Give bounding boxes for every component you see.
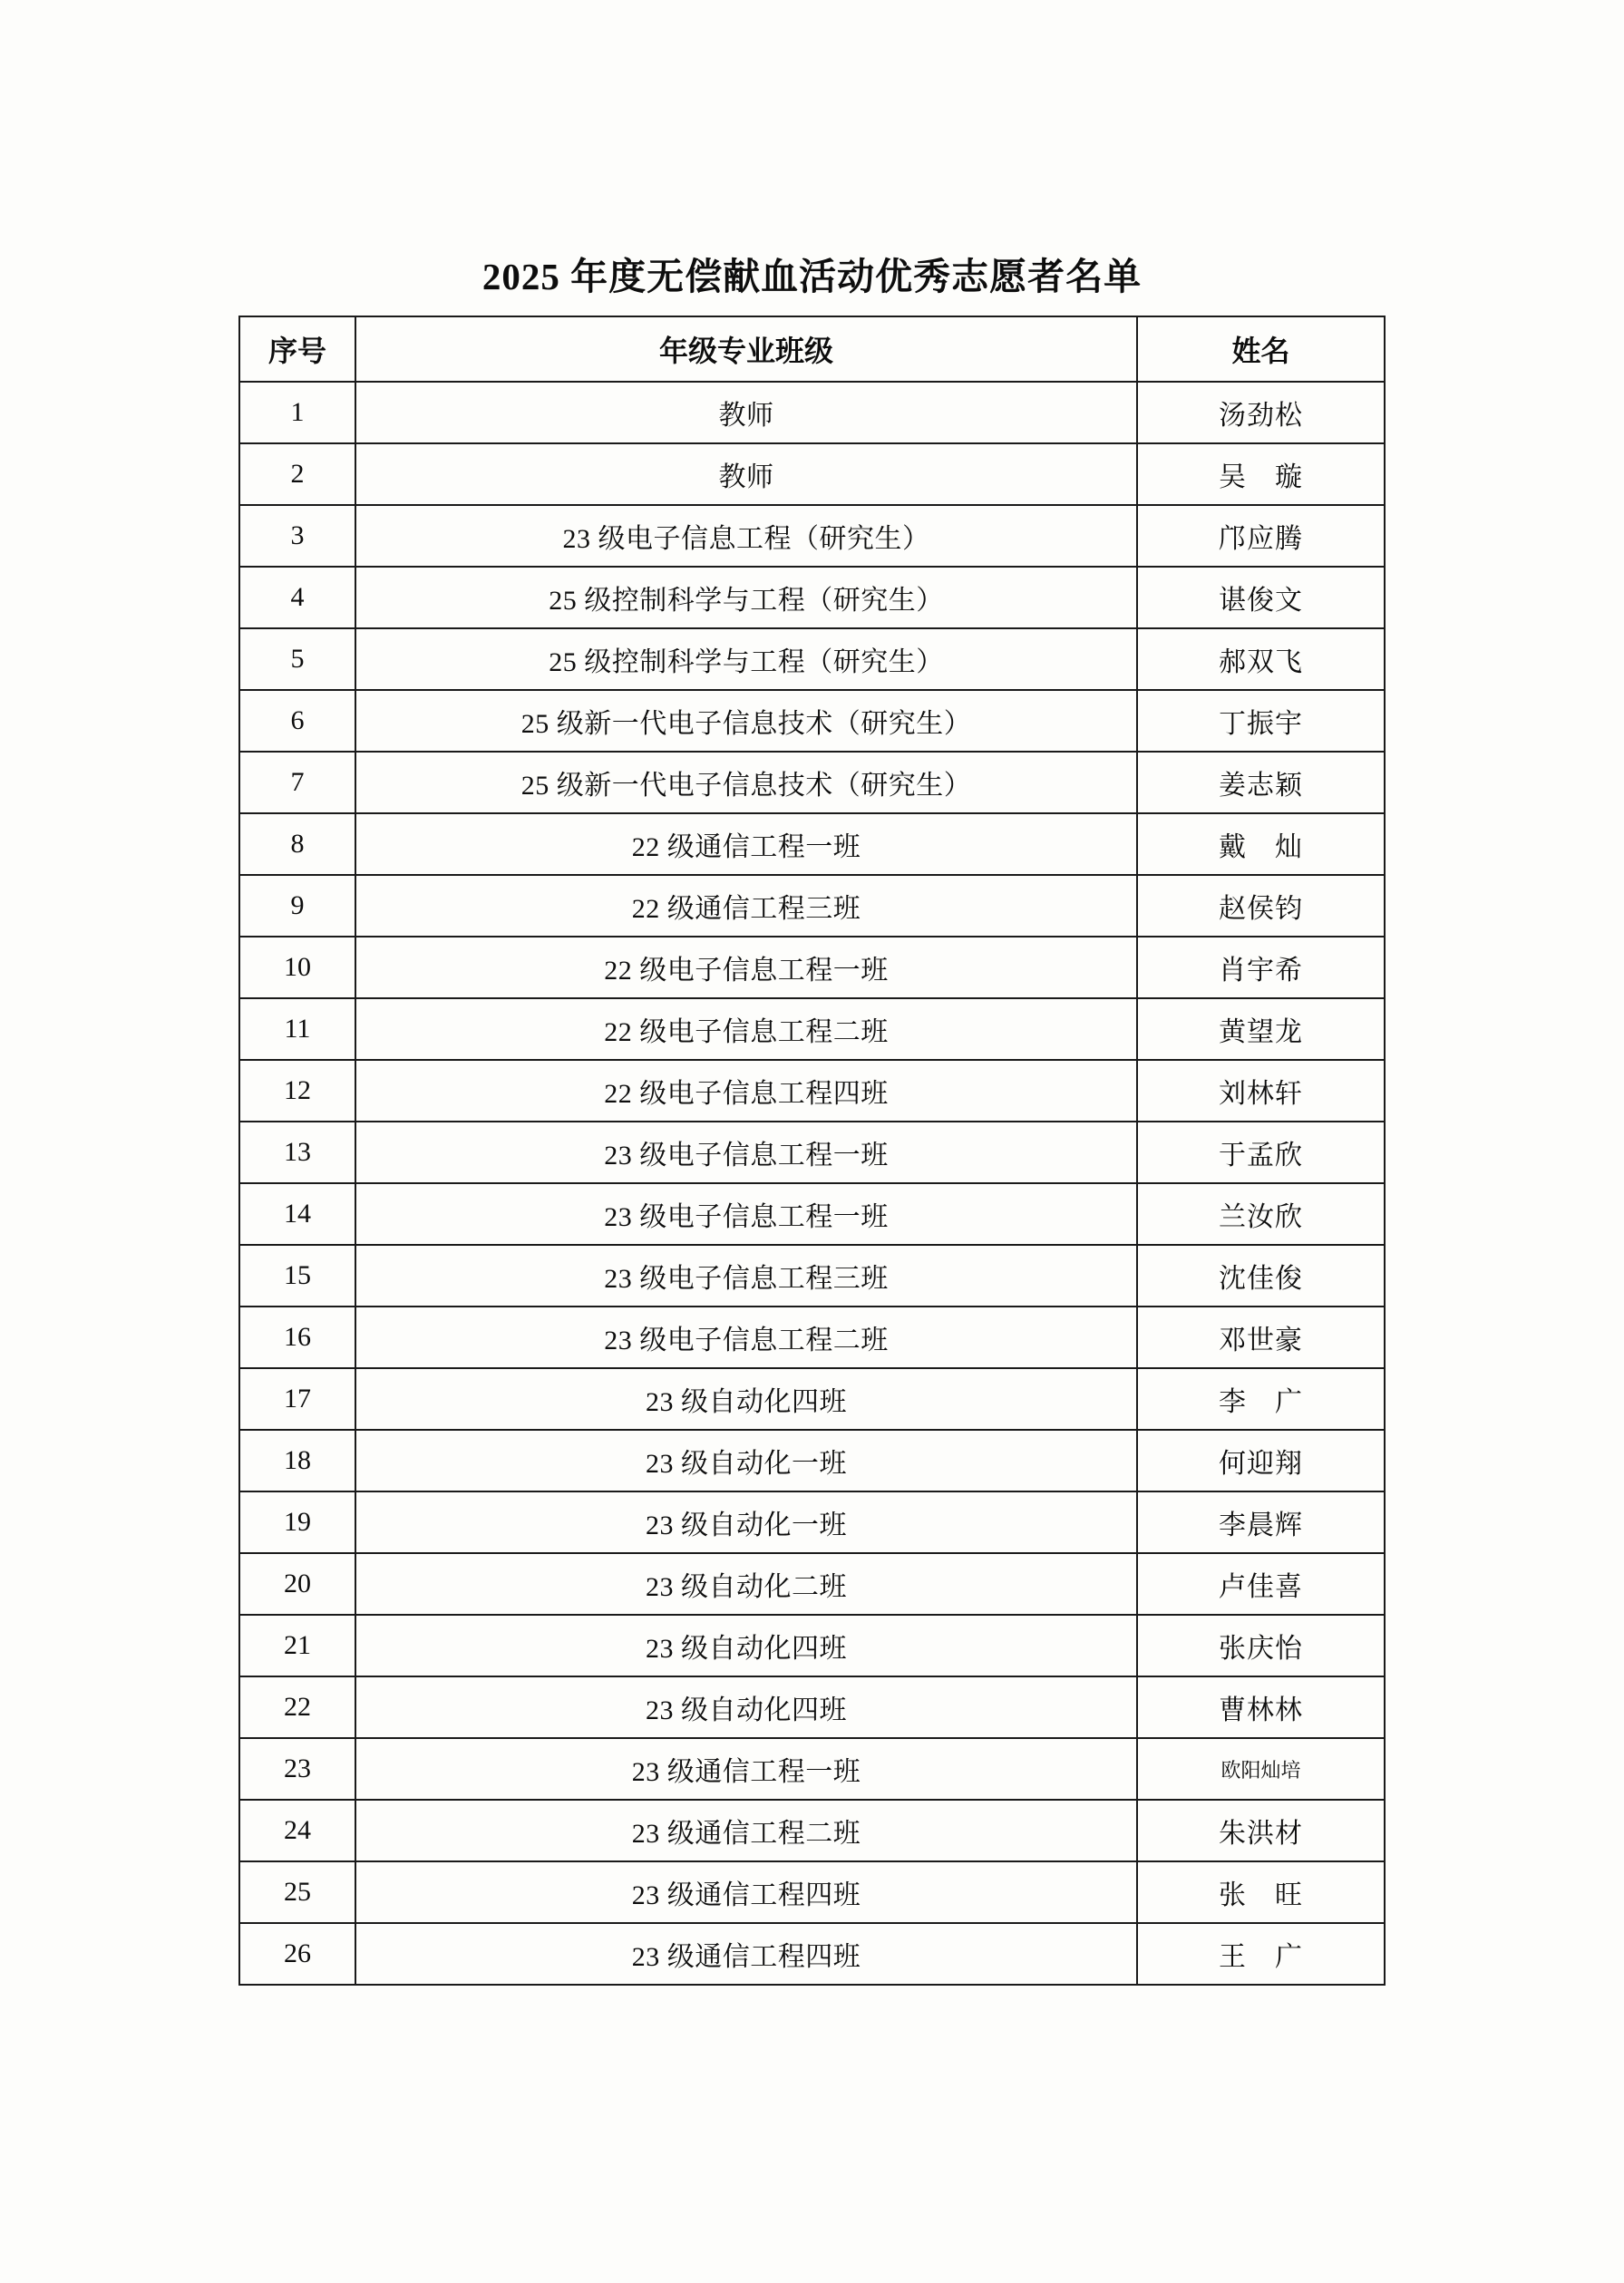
table-row [239,752,1385,813]
cell-index: 21 [239,1615,355,1676]
table-row [239,1676,1385,1738]
cell-name: 沈佳俊 [1137,1245,1385,1307]
cell-name: 丁振宇 [1137,690,1385,752]
cell-name: 汤劲松 [1137,382,1385,443]
cell-class: 22 级通信工程三班 [355,875,1137,937]
cell-index: 1 [239,382,355,443]
cell-name: 朱洪材 [1137,1800,1385,1861]
cell-index: 13 [239,1122,355,1183]
table-row [239,1615,1385,1676]
cell-name: 邝应腾 [1137,505,1385,567]
cell-index: 8 [239,813,355,875]
cell-index: 3 [239,505,355,567]
cell-name: 张 旺 [1137,1861,1385,1923]
cell-name: 郝双飞 [1137,628,1385,690]
cell-index: 23 [239,1738,355,1800]
volunteer-roster-table [238,316,1386,1986]
table-row [239,567,1385,628]
cell-name: 邓世豪 [1137,1307,1385,1368]
column-header-class: 年级专业班级 [355,316,1137,382]
cell-class: 23 级自动化四班 [355,1368,1137,1430]
cell-index: 25 [239,1861,355,1923]
table-row [239,505,1385,567]
cell-name: 吴 璇 [1137,443,1385,505]
cell-name: 何迎翔 [1137,1430,1385,1491]
table-row [239,1430,1385,1491]
cell-class: 25 级控制科学与工程（研究生） [355,628,1137,690]
table-row [239,1060,1385,1122]
table-row [239,1738,1385,1800]
table-row [239,443,1385,505]
table-row [239,1183,1385,1245]
table-row [239,1122,1385,1183]
cell-class: 25 级控制科学与工程（研究生） [355,567,1137,628]
cell-name: 欧阳灿培 [1137,1738,1385,1800]
cell-name: 肖宇希 [1137,937,1385,998]
table-header-row [239,316,1385,382]
table-row [239,1245,1385,1307]
table-body [239,382,1385,1985]
table-row [239,690,1385,752]
cell-index: 7 [239,752,355,813]
table-row [239,1923,1385,1985]
cell-class: 23 级电子信息工程二班 [355,1307,1137,1368]
cell-index: 11 [239,998,355,1060]
cell-index: 15 [239,1245,355,1307]
cell-name: 赵侯钧 [1137,875,1385,937]
cell-class: 23 级自动化四班 [355,1676,1137,1738]
cell-name: 戴 灿 [1137,813,1385,875]
cell-class: 25 级新一代电子信息技术（研究生） [355,752,1137,813]
table-row [239,628,1385,690]
cell-index: 16 [239,1307,355,1368]
cell-index: 4 [239,567,355,628]
cell-class: 教师 [355,443,1137,505]
table-row [239,1553,1385,1615]
cell-class: 22 级电子信息工程二班 [355,998,1137,1060]
volunteer-roster-table-wrapper [238,316,1384,1986]
cell-name: 谌俊文 [1137,567,1385,628]
cell-index: 5 [239,628,355,690]
cell-name: 兰汝欣 [1137,1183,1385,1245]
table-row [239,1368,1385,1430]
cell-name: 黄望龙 [1137,998,1385,1060]
table-row [239,1491,1385,1553]
cell-class: 23 级自动化四班 [355,1615,1137,1676]
cell-index: 22 [239,1676,355,1738]
cell-class: 23 级电子信息工程（研究生） [355,505,1137,567]
cell-index: 14 [239,1183,355,1245]
cell-name: 刘林轩 [1137,1060,1385,1122]
cell-class: 教师 [355,382,1137,443]
table-row [239,875,1385,937]
cell-index: 9 [239,875,355,937]
table-row [239,998,1385,1060]
cell-index: 20 [239,1553,355,1615]
column-header-index: 序号 [239,316,355,382]
cell-index: 17 [239,1368,355,1430]
cell-class: 23 级自动化一班 [355,1430,1137,1491]
cell-name: 李晨辉 [1137,1491,1385,1553]
table-row [239,937,1385,998]
cell-class: 23 级通信工程一班 [355,1738,1137,1800]
cell-class: 23 级通信工程四班 [355,1923,1137,1985]
table-row [239,1800,1385,1861]
cell-class: 25 级新一代电子信息技术（研究生） [355,690,1137,752]
cell-index: 6 [239,690,355,752]
table-row [239,813,1385,875]
cell-name: 卢佳喜 [1137,1553,1385,1615]
cell-index: 10 [239,937,355,998]
cell-class: 23 级通信工程四班 [355,1861,1137,1923]
cell-name: 李 广 [1137,1368,1385,1430]
cell-class: 23 级自动化二班 [355,1553,1137,1615]
cell-index: 26 [239,1923,355,1985]
cell-class: 23 级自动化一班 [355,1491,1137,1553]
cell-name: 姜志颖 [1137,752,1385,813]
page-title: 2025 年度无偿献血活动优秀志愿者名单 [481,256,1143,297]
table-row [239,1861,1385,1923]
cell-name: 张庆怡 [1137,1615,1385,1676]
cell-index: 18 [239,1430,355,1491]
column-header-name: 姓名 [1137,316,1385,382]
cell-name: 曹林林 [1137,1676,1385,1738]
cell-name: 于孟欣 [1137,1122,1385,1183]
cell-class: 23 级通信工程二班 [355,1800,1137,1861]
cell-index: 12 [239,1060,355,1122]
table-row [239,1307,1385,1368]
cell-class: 23 级电子信息工程三班 [355,1245,1137,1307]
cell-class: 22 级电子信息工程四班 [355,1060,1137,1122]
cell-index: 2 [239,443,355,505]
cell-class: 23 级电子信息工程一班 [355,1122,1137,1183]
cell-class: 22 级通信工程一班 [355,813,1137,875]
cell-name: 王 广 [1137,1923,1385,1985]
cell-index: 24 [239,1800,355,1861]
cell-class: 22 级电子信息工程一班 [355,937,1137,998]
table-row [239,382,1385,443]
cell-class: 23 级电子信息工程一班 [355,1183,1137,1245]
cell-index: 19 [239,1491,355,1553]
